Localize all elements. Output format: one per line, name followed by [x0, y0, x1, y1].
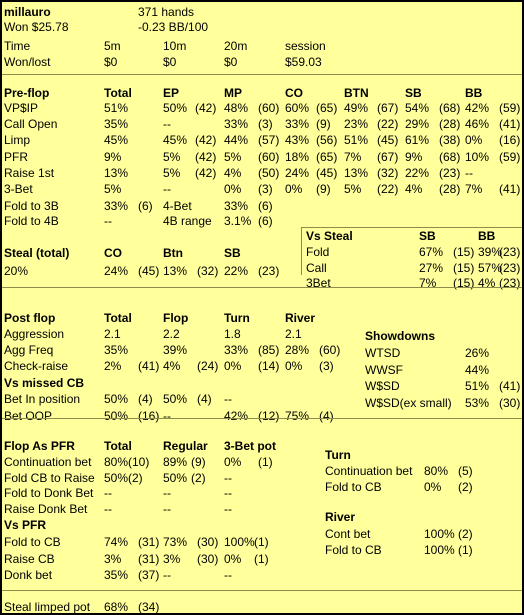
preflop-col-header: MP: [224, 86, 242, 100]
vs-pfr-cell: (30): [197, 551, 219, 566]
preflop-cell: 48%: [224, 101, 249, 115]
preflop-cell: 43%: [285, 133, 310, 148]
divider: [2, 287, 522, 288]
preflop-cell: 61%: [405, 133, 430, 148]
steal-total: 20%: [4, 264, 29, 278]
preflop-cell: 33%: [224, 117, 249, 132]
four-bet-count: (6): [258, 199, 273, 213]
steal-limped-count: (34): [138, 600, 160, 614]
preflop-cell: 13%: [104, 165, 129, 180]
preflop-title: Pre-flop: [4, 86, 50, 100]
steal-limped-value: 68%: [104, 600, 129, 614]
vs-steal-cell: (15): [453, 276, 475, 290]
vs-pfr-cell: (1): [254, 535, 269, 549]
showdowns-title: Showdowns: [365, 329, 435, 343]
vs-steal-cell: 7%: [419, 276, 437, 290]
postflop-cell: 2.1: [104, 327, 121, 341]
preflop-cell: 50%: [163, 101, 188, 115]
vs-pfr-cell: --: [163, 568, 171, 582]
time-col-10m: 10m: [163, 39, 187, 53]
wonlost-5m: $0: [104, 55, 118, 69]
preflop-cell: 44%: [224, 133, 249, 148]
preflop-cell: (28): [439, 117, 461, 132]
vs-pfr-cell: 0%: [224, 551, 242, 566]
preflop-cell: (50): [258, 165, 280, 180]
vs-steal-cell: 39%: [478, 245, 503, 259]
flop-pfr-cell: 50%: [104, 470, 129, 485]
postflop-cell: 0%: [224, 359, 242, 373]
flop-pfr-row-label: Continuation bet: [4, 455, 92, 469]
won-amount: Won $25.78: [4, 20, 69, 34]
preflop-cell: 51%: [344, 133, 369, 148]
preflop-cell: 13%: [344, 165, 369, 180]
flop-pfr-cell: --: [224, 501, 232, 516]
flop-pfr-col-3bet: 3-Bet pot: [224, 439, 276, 453]
preflop-row-label: Raise 1st: [4, 165, 55, 180]
preflop-cell: (45): [377, 133, 399, 148]
preflop-cell: 54%: [405, 101, 430, 115]
flop-pfr-cell: (9): [191, 455, 206, 469]
flop-pfr-cell: --: [224, 470, 232, 485]
time-col-20m: 20m: [224, 39, 248, 53]
vs-pfr-cell: 3%: [104, 551, 122, 566]
wonlost-20m: $0: [224, 55, 238, 69]
preflop-cell: 60%: [285, 101, 310, 115]
preflop-cell: (68): [439, 101, 461, 115]
wonlost-session: $59.03: [285, 55, 322, 69]
postflop-cell: 28%: [285, 343, 310, 357]
flop-pfr-title: Flop As PFR: [4, 439, 75, 453]
preflop-cell: (59): [499, 149, 521, 164]
vs-steal-title: Vs Steal: [306, 229, 353, 243]
flop-pfr-row-label: Fold CB to Raise: [4, 470, 95, 485]
preflop-cell: 0%: [465, 133, 483, 148]
stat-value: 80%: [424, 464, 449, 478]
vs-steal-cell: 27%: [419, 260, 444, 275]
postflop-cell: (14): [258, 359, 280, 373]
showdowns-row-label: W$SD: [365, 379, 400, 393]
vs-missed-cb-cell: 50%: [104, 408, 129, 423]
preflop-cell: (60): [258, 101, 280, 115]
showdowns-row-label: WTSD: [365, 346, 401, 360]
preflop-cell: 4%: [224, 165, 242, 180]
wonlost-10m: $0: [163, 55, 177, 69]
preflop-cell: (45): [316, 165, 338, 180]
postflop-cell: (85): [258, 343, 280, 357]
vs-steal-col-bb: BB: [478, 229, 496, 243]
vs-pfr-row-label: Donk bet: [4, 568, 53, 582]
preflop-cell: (3): [258, 117, 273, 132]
preflop-col-header: BB: [465, 86, 483, 100]
postflop-cell: 2.1: [285, 327, 302, 341]
flop-pfr-cell: (2): [191, 470, 206, 485]
vs-steal-row-label: Call: [306, 260, 327, 275]
preflop-cell: (67): [377, 101, 399, 115]
preflop-cell: --: [163, 117, 171, 132]
stat-label: Fold to CB: [325, 543, 382, 557]
preflop-cell: 45%: [104, 133, 129, 148]
vs-missed-cb-cell: --: [163, 408, 171, 423]
steal-col-co: CO: [104, 246, 122, 260]
steal-cell: (23): [258, 264, 280, 278]
vs-missed-cb-cell: 42%: [224, 408, 249, 423]
preflop-cell: (65): [316, 101, 338, 115]
vs-steal-cell: (23): [499, 260, 521, 275]
vs-missed-cb-title: Vs missed CB: [4, 376, 85, 390]
vs-pfr-cell: 35%: [104, 568, 129, 582]
stat-label: Cont bet: [325, 527, 371, 541]
postflop-cell: 4%: [163, 359, 181, 373]
preflop-col-header: SB: [405, 86, 422, 100]
flop-pfr-cell: (10): [128, 455, 150, 469]
preflop-cell: (56): [316, 133, 338, 148]
preflop-cell: --: [465, 165, 473, 180]
vs-pfr-cell: (31): [138, 551, 160, 566]
steal-cell: (32): [197, 264, 219, 278]
preflop-cell: 5%: [104, 182, 122, 196]
fold-to-3b-label: Fold to 3B: [4, 199, 59, 213]
vs-pfr-cell: (37): [138, 568, 160, 582]
preflop-cell: (9): [316, 182, 331, 196]
showdowns-row-label: WWSF: [365, 362, 403, 377]
preflop-row-label: VP$IP: [4, 101, 39, 115]
showdowns-value: 44%: [465, 362, 490, 377]
postflop-cell: 2%: [104, 359, 122, 373]
vs-missed-cb-cell: 75%: [285, 408, 310, 423]
preflop-cell: --: [163, 182, 171, 196]
preflop-cell: 35%: [104, 117, 129, 132]
postflop-cell: (41): [138, 359, 160, 373]
fold-to-4b-value: --: [104, 214, 112, 228]
fold-to-4b-label: Fold to 4B: [4, 214, 59, 228]
flop-pfr-cell: 50%: [163, 470, 188, 485]
preflop-row-label: Limp: [4, 133, 31, 148]
vs-steal-cell: 4%: [478, 276, 496, 290]
preflop-cell: 45%: [163, 133, 188, 148]
preflop-row-label: Call Open: [4, 117, 58, 132]
vs-steal-cell: 67%: [419, 245, 444, 259]
preflop-cell: (65): [316, 149, 338, 164]
preflop-cell: 0%: [224, 182, 242, 196]
showdowns-count: (41): [499, 379, 521, 393]
four-bet-range-count: (6): [258, 214, 273, 228]
flop-pfr-cell: --: [163, 501, 171, 516]
vs-steal-col-sb: SB: [419, 229, 436, 243]
preflop-cell: 18%: [285, 149, 310, 164]
vs-pfr-cell: 100%: [224, 535, 255, 549]
flop-pfr-row-label: Fold to Donk Bet: [4, 486, 94, 500]
turn-title: Turn: [325, 448, 351, 462]
stat-count: (1): [458, 543, 473, 557]
postflop-col-header: River: [285, 311, 316, 325]
postflop-col-header: Flop: [163, 311, 189, 325]
preflop-cell: (38): [439, 133, 461, 148]
postflop-cell: 39%: [163, 343, 188, 357]
preflop-cell: (3): [258, 182, 273, 196]
flop-pfr-cell: --: [163, 486, 171, 500]
preflop-cell: 5%: [163, 165, 181, 180]
time-col-session: session: [285, 39, 326, 53]
flop-pfr-cell: 89%: [163, 455, 188, 469]
preflop-col-header: CO: [285, 86, 303, 100]
time-col-5m: 5m: [104, 39, 121, 53]
preflop-cell: 33%: [285, 117, 310, 132]
postflop-cell: 2.2: [163, 327, 180, 341]
vs-missed-cb-cell: (4): [319, 408, 334, 423]
preflop-col-header: Total: [104, 86, 132, 100]
postflop-cell: (60): [319, 343, 341, 357]
vs-pfr-cell: 3%: [163, 551, 181, 566]
preflop-cell: 7%: [465, 182, 483, 196]
flop-pfr-cell: (2): [128, 470, 143, 485]
vs-missed-cb-cell: 50%: [163, 392, 188, 406]
flop-pfr-col-regular: Regular: [163, 439, 208, 453]
postflop-cell: 33%: [224, 343, 249, 357]
vs-missed-cb-cell: (4): [197, 392, 212, 406]
vs-steal-cell: (23): [499, 245, 521, 259]
preflop-cell: 42%: [465, 101, 490, 115]
river-title: River: [325, 510, 356, 524]
preflop-cell: (57): [258, 133, 280, 148]
four-bet-range-value: 3.1%: [224, 214, 252, 228]
vs-pfr-cell: --: [224, 568, 232, 582]
stat-count: (5): [458, 464, 473, 478]
steal-cell: 22%: [224, 264, 249, 278]
steal-limped-label: Steal limped pot: [4, 600, 91, 614]
divider: [2, 418, 522, 419]
flop-pfr-cell: --: [224, 486, 232, 500]
four-bet-range-label: 4B range: [163, 214, 212, 228]
preflop-cell: 5%: [224, 149, 242, 164]
vs-pfr-cell: 74%: [104, 535, 129, 549]
preflop-cell: 5%: [163, 149, 181, 164]
flop-pfr-cell: (1): [258, 455, 273, 469]
stat-count: (2): [458, 527, 473, 541]
preflop-cell: 10%: [465, 149, 490, 164]
postflop-cell: (24): [197, 359, 219, 373]
postflop-col-header: Turn: [224, 311, 250, 325]
preflop-cell: (42): [195, 149, 217, 164]
steal-cell: 24%: [104, 264, 129, 278]
vs-missed-cb-row-label: Bet OOP: [4, 408, 53, 423]
vs-pfr-row-label: Raise CB: [4, 551, 55, 566]
stat-value: 0%: [424, 480, 442, 494]
fold-to-3b-value: 33%: [104, 199, 129, 213]
vs-steal-row-label: Fold: [306, 245, 330, 259]
preflop-cell: (9): [316, 117, 331, 132]
vs-missed-cb-cell: (16): [138, 408, 160, 423]
showdowns-value: 26%: [465, 346, 490, 360]
vs-pfr-cell: (31): [138, 535, 160, 549]
showdowns-row-label: W$SD(ex small): [365, 395, 452, 410]
flop-pfr-cell: 0%: [224, 455, 242, 469]
postflop-cell: 35%: [104, 343, 129, 357]
flop-pfr-col-total: Total: [104, 439, 132, 453]
vs-steal-cell: (15): [453, 260, 475, 275]
preflop-row-label: PFR: [4, 149, 28, 164]
flop-pfr-cell: --: [104, 501, 112, 516]
preflop-cell: 4%: [405, 182, 423, 196]
preflop-cell: (32): [377, 165, 399, 180]
divider: [2, 590, 522, 591]
preflop-cell: (41): [499, 182, 521, 196]
vs-steal-cell: 57%: [478, 260, 503, 275]
preflop-cell: (22): [377, 117, 399, 132]
vs-pfr-cell: (1): [254, 551, 269, 566]
vs-missed-cb-cell: (4): [138, 392, 153, 406]
stat-label: Fold to CB: [325, 480, 382, 494]
preflop-cell: (60): [258, 149, 280, 164]
vs-pfr-cell: 73%: [163, 535, 188, 549]
preflop-cell: (59): [499, 101, 521, 115]
flop-pfr-cell: --: [104, 486, 112, 500]
vs-steal-cell: (23): [499, 276, 521, 290]
vs-steal-cell: (15): [453, 245, 475, 259]
preflop-cell: 22%: [405, 165, 430, 180]
preflop-cell: 23%: [344, 117, 369, 132]
preflop-cell: 7%: [344, 149, 362, 164]
vs-pfr-cell: (30): [197, 535, 219, 549]
showdowns-count: (30): [499, 395, 521, 410]
preflop-cell: 51%: [104, 101, 129, 115]
steal-title: Steal (total): [4, 246, 70, 260]
preflop-cell: 9%: [104, 149, 122, 164]
preflop-cell: (42): [195, 133, 217, 148]
flop-pfr-cell: 80%: [104, 455, 129, 469]
divider: [2, 74, 522, 75]
four-bet-label: 4-Bet: [163, 199, 192, 213]
postflop-row-label: Agg Freq: [4, 343, 54, 357]
postflop-cell: 1.8: [224, 327, 241, 341]
bb-per-100: -0.23 BB/100: [138, 20, 209, 34]
postflop-row-label: Aggression: [4, 327, 65, 341]
postflop-col-header: Total: [104, 311, 132, 325]
preflop-col-header: BTN: [344, 86, 369, 100]
vs-steal-row-label: 3Bet: [306, 276, 331, 290]
vs-missed-cb-cell: --: [224, 392, 232, 406]
vs-pfr-row-label: Fold to CB: [4, 535, 61, 549]
preflop-cell: 46%: [465, 117, 490, 132]
showdowns-value: 53%: [465, 395, 490, 410]
hand-count: 371 hands: [138, 5, 195, 19]
preflop-cell: 49%: [344, 101, 369, 115]
stat-label: Continuation bet: [325, 464, 413, 478]
wonlost-label: Won/lost: [4, 55, 51, 69]
postflop-title: Post flop: [4, 311, 56, 325]
preflop-cell: (41): [499, 117, 521, 132]
stat-value: 100%: [424, 543, 455, 557]
preflop-cell: (42): [195, 165, 217, 180]
steal-col-btn: Btn: [163, 246, 183, 260]
preflop-cell: (67): [377, 149, 399, 164]
preflop-cell: (68): [439, 149, 461, 164]
showdowns-value: 51%: [465, 379, 490, 393]
preflop-cell: 9%: [405, 149, 423, 164]
preflop-cell: 0%: [285, 182, 303, 196]
stat-value: 100%: [424, 527, 455, 541]
postflop-row-label: Check-raise: [4, 359, 69, 373]
vs-missed-cb-cell: 50%: [104, 392, 129, 406]
flop-pfr-row-label: Raise Donk Bet: [4, 501, 88, 516]
vs-missed-cb-cell: (12): [258, 408, 280, 423]
preflop-cell: (22): [377, 182, 399, 196]
preflop-cell: 24%: [285, 165, 310, 180]
stat-count: (2): [458, 480, 473, 494]
steal-cell: (45): [138, 264, 160, 278]
four-bet-value: 33%: [224, 199, 249, 213]
preflop-cell: (42): [195, 101, 217, 115]
fold-to-3b-count: (6): [138, 199, 153, 213]
player-name: millauro: [4, 5, 51, 19]
preflop-cell: (28): [439, 182, 461, 196]
preflop-col-header: EP: [163, 86, 180, 100]
steal-col-sb: SB: [224, 246, 241, 260]
vs-missed-cb-row-label: Bet In position: [4, 392, 81, 406]
preflop-cell: 5%: [344, 182, 362, 196]
preflop-row-label: 3-Bet: [4, 182, 33, 196]
preflop-cell: (23): [439, 165, 461, 180]
postflop-cell: 0%: [285, 359, 303, 373]
steal-cell: 13%: [163, 264, 188, 278]
postflop-cell: (3): [319, 359, 334, 373]
vs-pfr-title: Vs PFR: [4, 518, 47, 532]
time-label: Time: [4, 39, 31, 53]
preflop-cell: 29%: [405, 117, 430, 132]
preflop-cell: (16): [499, 133, 521, 148]
